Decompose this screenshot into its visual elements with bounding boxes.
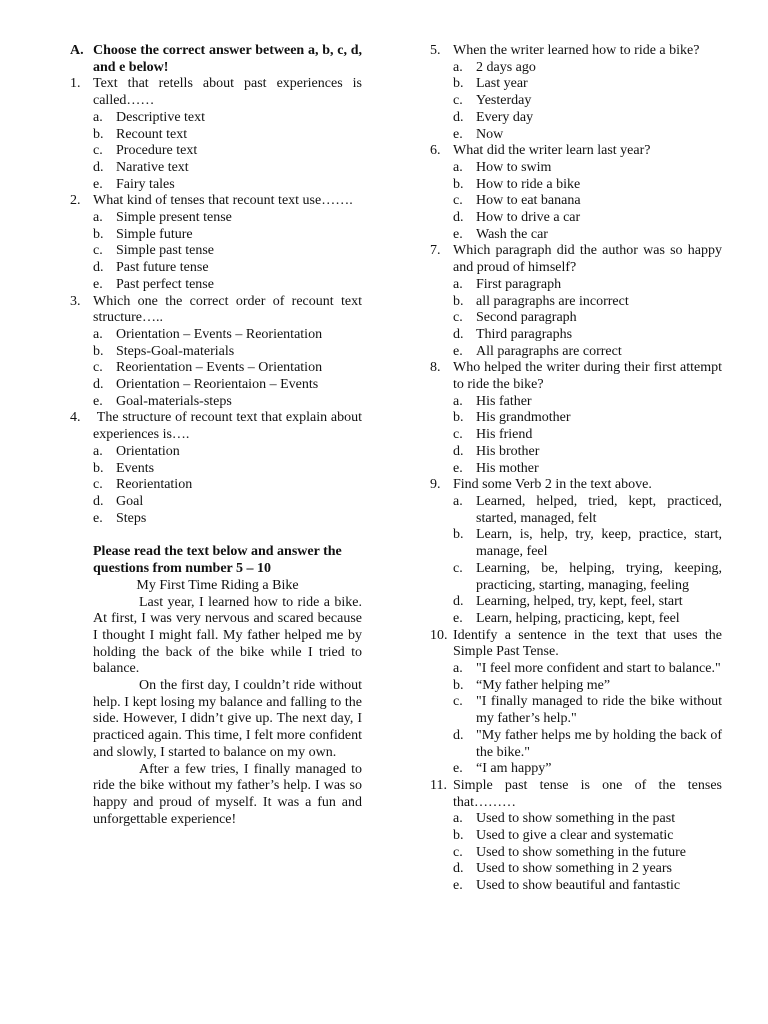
option-letter: e. (453, 878, 463, 894)
story-paragraph-3: After a few tries, I finally managed to ride the bike without my father’s help. I was so happy and proud of myself. It was a fun and unforgettable experience! (93, 761, 362, 827)
option-letter: b. (93, 460, 104, 476)
answer-option[interactable] (453, 878, 722, 895)
option-letter: d. (453, 861, 464, 877)
option-text: Used to show something in the future (476, 844, 686, 860)
spacer (70, 527, 362, 544)
answer-option[interactable] (453, 160, 722, 177)
option-text: 2 days ago (476, 59, 536, 75)
answer-option[interactable] (93, 260, 362, 277)
left-question-list (70, 76, 362, 527)
option-text: Learning, be, helping, trying, keeping, practicing, starting, managing, feeling (476, 560, 722, 593)
section-title: Choose the correct answer between a, b, c, d, and e below! (93, 43, 362, 75)
question (430, 360, 722, 393)
option-text: Procedure text (116, 143, 198, 159)
question-text: What kind of tenses that recount text use……. (93, 193, 353, 209)
question-block (430, 243, 722, 360)
option-letter: e. (453, 226, 463, 242)
question-block (70, 410, 362, 527)
question-text: Simple past tense is one of the tenses that……… (453, 777, 722, 810)
answer-option[interactable] (93, 110, 362, 127)
answer-option[interactable] (453, 527, 722, 560)
option-letter: d. (453, 443, 464, 459)
question-block (430, 43, 722, 143)
question-number: 5. (430, 43, 441, 58)
question (70, 410, 362, 443)
option-text: His grandmother (476, 410, 571, 426)
question-text: What did the writer learn last year? (453, 143, 651, 159)
right-question-list (430, 43, 722, 895)
option-letter: b. (453, 293, 464, 309)
answer-option[interactable] (93, 461, 362, 478)
answer-option[interactable] (453, 327, 722, 344)
question-number: 7. (430, 243, 441, 259)
answer-option[interactable] (453, 193, 722, 210)
question-block (430, 778, 722, 895)
option-text: Used to show beautiful and fantastic (476, 878, 681, 894)
question-text: The structure of recount text that explain about experiences is…. (93, 410, 362, 443)
option-text: Second paragraph (476, 310, 577, 326)
option-text: “I am happy” (476, 761, 552, 777)
option-letter: c. (453, 560, 463, 576)
option-list (453, 394, 722, 478)
option-letter: e. (453, 343, 463, 359)
option-text: Used to show something in the past (476, 811, 676, 827)
option-letter: a. (453, 59, 463, 75)
question (430, 143, 722, 160)
question-text: Which one the correct order of recount text structure….. (93, 293, 362, 326)
answer-option[interactable] (453, 110, 722, 127)
question-text: Who helped the writer during their first attempt to ride the bike? (453, 360, 722, 393)
option-letter: e. (453, 126, 463, 142)
option-letter: d. (453, 727, 464, 743)
section-heading (70, 43, 362, 76)
option-text: Orientation – Events – Reorientation (116, 326, 323, 342)
answer-option[interactable] (453, 76, 722, 93)
answer-option[interactable] (453, 728, 722, 761)
question-block (70, 294, 362, 411)
option-text: "I feel more confident and start to balance." (476, 661, 721, 677)
option-text: His mother (476, 460, 539, 476)
option-text: Fairy tales (116, 176, 175, 192)
option-list (453, 277, 722, 361)
question-number: 4. (70, 410, 81, 426)
option-letter: e. (453, 761, 463, 777)
option-letter: e. (453, 610, 463, 626)
option-letter: d. (453, 210, 464, 226)
question-text: Text that retells about past experiences is called…… (93, 76, 362, 109)
option-letter: d. (93, 159, 104, 175)
option-text: All paragraphs are correct (476, 343, 622, 359)
option-list (453, 494, 722, 628)
answer-option[interactable] (93, 511, 362, 528)
option-text: Reorientation (116, 477, 193, 493)
option-text: How to ride a bike (476, 176, 581, 192)
answer-option[interactable] (453, 845, 722, 862)
option-text: Used to show something in 2 years (476, 861, 672, 877)
answer-option[interactable] (93, 394, 362, 411)
answer-option[interactable] (453, 227, 722, 244)
answer-option[interactable] (453, 678, 722, 695)
question-text: Find some Verb 2 in the text above. (453, 477, 652, 493)
option-list (93, 210, 362, 294)
answer-option[interactable] (93, 160, 362, 177)
answer-option[interactable] (453, 828, 722, 845)
option-letter: a. (453, 661, 463, 677)
option-letter: b. (453, 828, 464, 844)
answer-option[interactable] (453, 444, 722, 461)
answer-option[interactable] (93, 210, 362, 227)
answer-option[interactable] (453, 594, 722, 611)
answer-option[interactable] (453, 410, 722, 427)
option-letter: e. (93, 393, 103, 409)
question-text: When the writer learned how to ride a bike? (453, 43, 700, 58)
section-letter: A. (70, 43, 84, 58)
option-letter: d. (453, 326, 464, 342)
answer-option[interactable] (453, 761, 722, 778)
question-number: 6. (430, 143, 441, 159)
option-letter: c. (453, 193, 463, 209)
option-text: How to swim (476, 159, 552, 175)
question (70, 76, 362, 109)
option-letter: c. (93, 143, 103, 159)
option-text: Past perfect tense (116, 276, 214, 292)
question-number: 10. (430, 627, 448, 643)
answer-option[interactable] (93, 344, 362, 361)
answer-option[interactable] (453, 427, 722, 444)
option-text: Narative text (116, 159, 189, 175)
option-letter: a. (453, 159, 463, 175)
option-text: all paragraphs are incorrect (476, 293, 629, 309)
option-letter: b. (453, 76, 464, 92)
option-letter: a. (453, 276, 463, 292)
option-letter: a. (453, 393, 463, 409)
question-block (70, 76, 362, 193)
option-text: Goal-materials-steps (116, 393, 232, 409)
question-number: 3. (70, 293, 81, 309)
option-letter: b. (453, 677, 464, 693)
answer-option[interactable] (453, 294, 722, 311)
option-text: Steps (116, 510, 147, 526)
option-letter: c. (453, 310, 463, 326)
story-paragraph-1: Last year, I learned how to ride a bike. At first, I was very nervous and scared because I thought I might fall. My father helped me by holding the back of the bike while I tried to balance. (93, 594, 362, 677)
option-letter: b. (93, 226, 104, 242)
answer-option[interactable] (93, 377, 362, 394)
answer-option[interactable] (453, 127, 722, 144)
option-text: First paragraph (476, 276, 562, 292)
question (70, 193, 362, 210)
answer-option[interactable] (453, 60, 722, 77)
answer-option[interactable] (93, 444, 362, 461)
question-block (430, 360, 722, 477)
answer-option[interactable] (453, 93, 722, 110)
option-text: Used to give a clear and systematic (476, 828, 674, 844)
option-text: Yesterday (476, 93, 532, 109)
option-letter: e. (93, 510, 103, 526)
answer-option[interactable] (453, 694, 722, 727)
option-letter: d. (93, 260, 104, 276)
right-column (430, 43, 722, 895)
option-text: "I finally managed to ride the bike without my father’s help." (476, 694, 722, 727)
option-letter: c. (93, 360, 103, 376)
answer-option[interactable] (93, 127, 362, 144)
question-text: Identify a sentence in the text that uses the Simple Past Tense. (453, 627, 722, 660)
option-list (453, 811, 722, 895)
story-paragraph-2: On the first day, I couldn’t ride without help. I kept losing my balance and falling to the side. However, I didn’t give up. The next day, I practiced again. This time, I felt more confident and slowly, I started to balance on my own. (93, 678, 362, 760)
answer-option[interactable] (93, 327, 362, 344)
answer-option[interactable] (93, 227, 362, 244)
answer-option[interactable] (93, 143, 362, 160)
option-list (93, 327, 362, 411)
option-letter: a. (93, 109, 103, 125)
option-list (453, 60, 722, 144)
option-text: How to eat banana (476, 193, 581, 209)
option-text: Learned, helped, tried, kept, practiced, started, managed, felt (476, 493, 722, 526)
answer-option[interactable] (453, 177, 722, 194)
question-block (430, 628, 722, 778)
option-text: “My father helping me” (476, 677, 611, 693)
answer-option[interactable] (453, 561, 722, 594)
left-column (70, 43, 362, 828)
option-letter: d. (453, 109, 464, 125)
question (430, 477, 722, 494)
question-block (430, 477, 722, 627)
option-text: Simple present tense (116, 210, 232, 226)
question-block (70, 193, 362, 293)
option-letter: c. (453, 844, 463, 860)
option-text: Descriptive text (116, 109, 206, 125)
question (70, 294, 362, 327)
option-text: Simple past tense (116, 243, 214, 259)
option-text: Now (476, 126, 504, 142)
answer-option[interactable] (453, 277, 722, 294)
option-letter: d. (93, 377, 104, 393)
question-number: 9. (430, 477, 441, 493)
option-text: Reorientation – Events – Orientation (116, 360, 323, 376)
option-letter: a. (93, 326, 103, 342)
question-number: 8. (430, 360, 441, 376)
answer-option[interactable] (453, 461, 722, 478)
option-text: Steps-Goal-materials (116, 343, 235, 359)
option-letter: a. (453, 493, 463, 509)
option-letter: d. (453, 594, 464, 610)
option-text: His father (476, 393, 532, 409)
answer-option[interactable] (453, 661, 722, 678)
option-text: Goal (116, 493, 144, 509)
option-letter: e. (93, 176, 103, 192)
answer-option[interactable] (93, 477, 362, 494)
option-list (453, 160, 722, 244)
option-text: Orientation – Reorientaion – Events (116, 377, 319, 393)
question-text: Which paragraph did the author was so happy and proud of himself? (453, 243, 722, 276)
option-letter: c. (453, 427, 463, 443)
option-text: Learning, helped, try, kept, feel, start (476, 594, 683, 610)
answer-option[interactable] (453, 344, 722, 361)
story-title: My First Time Riding a Bike (136, 577, 299, 593)
option-text: Last year (476, 76, 528, 92)
option-text: Wash the car (476, 226, 548, 242)
reading-passage (93, 578, 362, 829)
answer-option[interactable] (453, 210, 722, 227)
answer-option[interactable] (453, 494, 722, 527)
option-letter: b. (93, 343, 104, 359)
option-letter: e. (453, 460, 463, 476)
option-text: Learn, is, help, try, keep, practice, start, manage, feel (476, 527, 722, 560)
question (430, 43, 722, 60)
answer-option[interactable] (93, 360, 362, 377)
question-block (430, 143, 722, 243)
answer-option[interactable] (453, 861, 722, 878)
answer-option[interactable] (93, 494, 362, 511)
option-letter: c. (453, 694, 463, 710)
option-list (93, 444, 362, 528)
option-letter: d. (93, 493, 104, 509)
question (430, 243, 722, 276)
option-text: Third paragraphs (476, 326, 573, 342)
reading-instruction: Please read the text below and answer the questions from number 5 – 10 (93, 544, 342, 577)
option-text: Orientation (116, 443, 180, 459)
option-text: "My father helps me by holding the back of the bike." (476, 727, 722, 760)
option-letter: c. (453, 93, 463, 109)
question-number: 11. (430, 777, 447, 793)
option-text: Simple future (116, 226, 193, 242)
option-text: Learn, helping, practicing, kept, feel (476, 610, 680, 626)
question (430, 628, 722, 661)
question-number: 1. (70, 76, 81, 92)
option-text: His friend (476, 427, 533, 443)
option-text: Events (116, 460, 155, 476)
option-letter: c. (93, 477, 103, 493)
option-letter: b. (93, 126, 104, 142)
option-letter: b. (453, 410, 464, 426)
option-text: How to drive a car (476, 210, 581, 226)
option-text: Every day (476, 109, 534, 125)
answer-option[interactable] (93, 177, 362, 194)
option-letter: b. (453, 527, 464, 543)
option-letter: b. (453, 176, 464, 192)
answer-option[interactable] (93, 277, 362, 294)
option-letter: c. (93, 243, 103, 259)
answer-option[interactable] (453, 310, 722, 327)
option-list (453, 661, 722, 778)
question-number: 2. (70, 193, 81, 209)
answer-option[interactable] (453, 811, 722, 828)
question (430, 778, 722, 811)
option-list (93, 110, 362, 194)
option-text: Past future tense (116, 260, 209, 276)
option-letter: e. (93, 276, 103, 292)
option-letter: a. (93, 210, 103, 226)
option-text: His brother (476, 443, 540, 459)
option-letter: a. (453, 811, 463, 827)
answer-option[interactable] (453, 611, 722, 628)
option-letter: a. (93, 443, 103, 459)
option-text: Recount text (116, 126, 188, 142)
answer-option[interactable] (93, 243, 362, 260)
answer-option[interactable] (453, 394, 722, 411)
